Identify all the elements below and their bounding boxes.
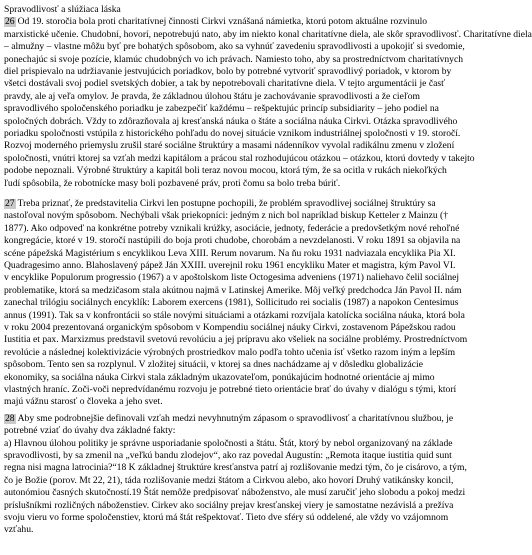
text-line <box>4 322 466 333</box>
line-text: 1877). Ako odpoveď na konkrétne potreby vznikali krúžky, asociácie, jednoty, federácie a predovšetkým nové rehoľné <box>4 222 460 234</box>
line-text: spravodlivosti, by sa zmenil na „veľkú bandu zlodejov“, ako raz povedal Augustín: „Remota itaque iustitia quid sunt <box>4 450 452 461</box>
text-line <box>4 372 466 383</box>
line-text: vlastných hraníc. Zoči-voči nepredvídanému rozvoju je potrebné tieto orientácie brať do úvahy v dialógu s tými, ktorí <box>4 384 457 395</box>
line-text: Rozvoj moderného priemyslu zrušil staré sociálne štruktúry a masami nádenníkov vyvolal radikálnu zmenu v zložení <box>4 140 455 152</box>
text-line <box>4 198 466 209</box>
line-text: Aby sme podrobnejšie definovali vzťah medzi nevyhnutným zápasom o spravodlivosť a charitatívnou službou, je <box>17 412 454 424</box>
line-text: majú vážnu starosť o človeka a jeho svet. <box>4 396 163 408</box>
line-text: spravodlivého spoločenského poriadku je zabezpečiť každému – rešpektujúc princíp subsidiarity – jeho podiel na <box>4 103 439 115</box>
text-line <box>4 272 466 283</box>
text-line <box>4 347 466 358</box>
text-line <box>4 438 466 449</box>
text-line <box>4 297 466 308</box>
line-text: ponechajúc si svoje pozície, klamúc chudobných vo ich právach. Namiesto toho, aby sa prostredníctvom charitatívnych <box>4 53 464 65</box>
text-line <box>4 260 466 271</box>
text-line <box>4 310 466 321</box>
line-text: annus (1991). Tak sa v konfrontácii so stále novými situáciami a otázkami rozvíjala katolícka sociálna náuka, ktorá bola <box>4 309 465 321</box>
line-text: diel prispievalo na udržiavanie jestvujúcich poriadkov, bolo by potrebné vytvoriť spravodlivý poriadok, v ktorom by <box>4 66 452 77</box>
line-text: revolúcie a následnej kolektivizácie výrobných prostriedkov malo podľa tohto učenia ísť všetko razom iným a lepším <box>4 346 456 358</box>
paragraph-number: 26 <box>5 16 15 28</box>
text-line <box>4 524 466 535</box>
line-text: čo je Božie (porov. Mt 22, 21), táda rozlišovanie medzi štátom a Cirkvou alebo, ako hovorí Druhý vatikánsky koncil, <box>4 474 454 486</box>
text-line <box>4 54 466 65</box>
text-line <box>4 4 466 15</box>
paragraph-number: 28 <box>5 412 15 424</box>
text-line <box>4 78 466 89</box>
line-text: svoju vieru vo forme spoločenstiev, ktorú má štát rešpektovať. Tieto dve sféry sú oddelené, ale vždy vo vzájomnom <box>4 512 449 523</box>
line-text: autonómiou časných skutočností.19 Štát nemôže predpisovať náboženstvo, ale musí zaručiť jeho slobodu a pokoj medzi <box>4 487 466 499</box>
line-text: regna nisi magna latrocinia?“18 K základnej štruktúre kresťanstva patrí aj rozlišovanie medzi tým, čo je cisárovo, a tým, <box>4 462 467 474</box>
text-line <box>4 285 466 296</box>
line-text: ekonomiky, sa sociálna náuka Cirkvi stala základným ukazovateľom, ponúkajúcim hodnotné orientácie aj mimo <box>4 371 435 383</box>
text-line <box>4 500 466 511</box>
text-line <box>4 128 466 139</box>
line-text: a) Hlavnou úlohou politiky je správne usporiadanie spoločnosti a štátu. Štát, ktorý by nebol organizovaný na základe <box>4 437 453 449</box>
line-text: ľudí spôsobila, že robotnícke masy boli pozbavené práv, proti čomu sa bolo treba búriť. <box>4 177 341 189</box>
line-text: scéne pápežská Magistérium s encyklikou Leva XIII. Rerum novarum. Na ňu roku 1931 nadviazala encyklika Pia XI. <box>4 247 456 259</box>
line-text: – almužny – vlastne môžu byť pre bohatých spôsobom, ako sa vyhnúť zavedeniu spravodlivosti a upokojiť si svedomie, <box>4 41 465 53</box>
text-line <box>4 223 466 234</box>
line-text: spôsobom. Tento sen sa rozplynul. V zložitej situácii, v ktorej sa dnes nachádzame aj v dôsledku globalizácie <box>4 359 423 371</box>
line-text: Spravodlivosť a slúžiaca láska <box>4 4 121 15</box>
paragraph-number: 27 <box>5 198 15 209</box>
text-line <box>4 140 466 151</box>
line-text: Iustitia et pax. Marxizmus predstavil svetovú revolúciu a jej prípravu ako všeliek na sociálne problémy. Prostredníctvom <box>4 334 468 346</box>
line-text: potrebné vziať do úvahy dva základné fakty: <box>4 425 176 437</box>
text-line <box>4 334 466 345</box>
text-line <box>4 396 466 407</box>
line-text: podobe nepoznali. Výrobné štruktúry a kapitál boli teraz novou mocou, ktorá tým, že sa ocitla v rukách niekoľkých <box>4 165 447 177</box>
line-text: pravdy, ale aj veľa omylov. Je pravda, že základnou úlohou štátu je zachovávanie spravodlivosti a že cieľom <box>4 90 420 102</box>
text-line <box>4 178 466 189</box>
line-text: zanechal trilógiu sociálnych encyklík: Laborem exercens (1981), Sollicitudo rei socialis (1987) a napokon Centesimus <box>4 297 459 309</box>
text-line <box>4 41 466 52</box>
line-text: Od 19. storočia bola proti charitatívnej činnosti Cirkvi vznášaná námietka, ktorú potom aktuálne rozvinulo <box>17 16 428 28</box>
line-text: v encyklike Populorum progressio (1967) a v apoštolskom liste Octogesima adveniens (1971) naliehavo čelil sociálnej <box>4 272 460 284</box>
text-line <box>4 384 466 395</box>
text-line <box>4 152 475 164</box>
text-line <box>4 165 466 176</box>
line-text: problematike, ktorá sa medzičasom stala akútnou najmä v Latinskej Amerike. Môj veľký predchodca Ján Pavol II. nám <box>4 284 462 296</box>
text-line <box>4 462 466 473</box>
text-line <box>4 103 466 114</box>
text-line <box>4 116 466 127</box>
line-text: spoločnosti, vnútri ktorej sa vzťah medzi kapitálom a prácou stal rozhodujúcou otázkou – otázkou, ktorú dovtedy v takejto <box>4 152 475 164</box>
line-text: poriadku spoločnosti vstúpila z historického pohľadu do novej situácie vznikom industriálnej spoločnosti v 19. storočí. <box>4 128 461 139</box>
text-line <box>4 413 466 424</box>
line-text: vzťahu. <box>4 524 34 536</box>
line-text: kongregácie, ktoré v 19. storočí nastúpili do boja proti chudobe, chorobám a nevzdelanosti. V roku 1891 sa objavila na <box>4 235 461 247</box>
line-text: všetci dostávali svoj podiel svetských dobier, a tak by nepotrebovali charitatívne diela. V tejto argumentácii je časť <box>4 78 446 90</box>
text-line <box>4 425 466 436</box>
text-line <box>4 91 466 102</box>
text-line <box>4 359 466 370</box>
line-text: marxistické učenie. Chudobní, hovorí, nepotrebujú nato, aby im niekto konal charitatívne diela, ale skôr spravodlivosť. Charitatívne diela <box>4 28 532 40</box>
text-line <box>4 210 466 221</box>
text-line <box>4 248 466 259</box>
line-text: Quadragesimo anno. Blahoslavený pápež Ján XXIII. uverejnil roku 1961 encykliku Mater et magistra, kým Pavol VI. <box>4 260 456 271</box>
line-text: v roku 2004 prezentovaná organickým spôsobom v Kompendiu sociálnej náuky Cirkvi, zostavenom Pápežskou radou <box>4 322 456 333</box>
text-line <box>4 28 532 40</box>
text-line <box>4 16 466 27</box>
text-line <box>4 235 466 246</box>
line-text: spoločných dobrách. Vždy to zdôrazňovala aj kresťanská náuka o štáte a sociálna náuka Cirkvi. Otázka spravodlivého <box>4 115 458 127</box>
text-line <box>4 66 466 77</box>
text-line <box>4 450 466 461</box>
line-text: príslušníkmi rozličných náboženstiev. Cirkev ako sociálny prejav kresťanskej viery je samostatne nezávislá a prežíva <box>4 499 454 511</box>
text-line <box>4 487 466 498</box>
text-line <box>4 512 466 523</box>
line-text: nastoľoval novým spôsobom. Nechýbali však priekopníci: jedným z nich bol napríklad biskup Ketteler z Mainzu († <box>4 210 449 222</box>
text-line <box>4 475 466 486</box>
line-text: Treba priznať, že predstavitelia Cirkvi len postupne pochopili, že problém spravodlivej sociálnej štruktúry sa <box>17 198 436 209</box>
